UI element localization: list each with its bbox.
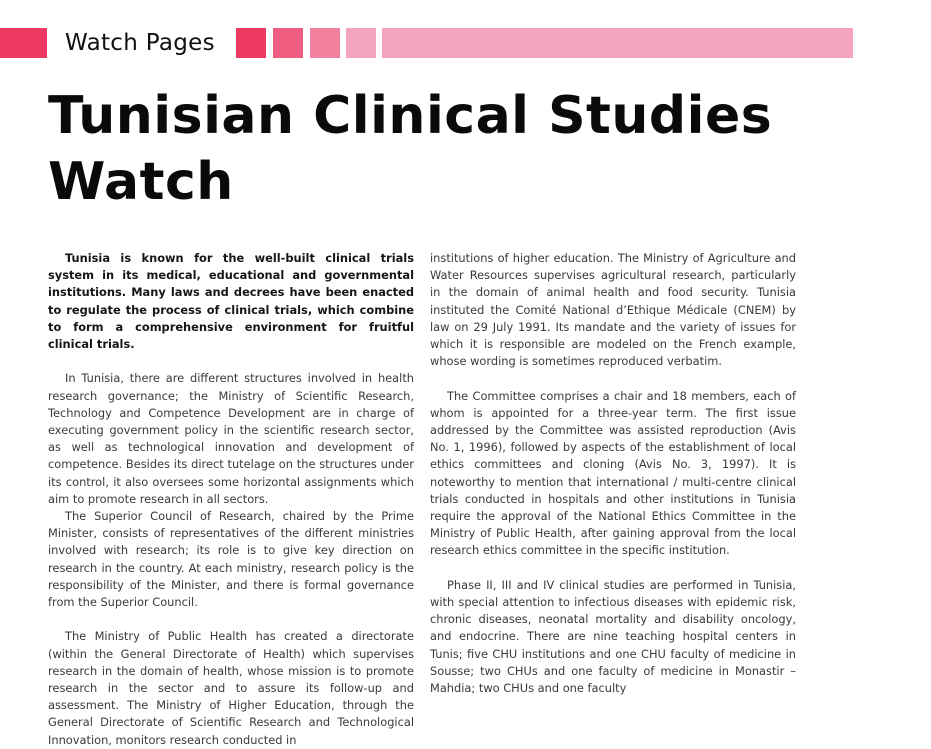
section-header-band (0, 28, 931, 58)
header-square-1 (236, 28, 266, 58)
left-column (48, 250, 414, 749)
header-square-4 (346, 28, 376, 58)
body-paragraph: institutions of higher education. The Ministry of Agriculture and Water Resources supervises agricultural research, particularly in the domain of animal health and food security. Tunisia instituted the Comité National d’Ethique Médicale (CNEM) by law on 29 July 1991. Its mandate and the variety of issues for which it is responsible are modeled on the French example, whose wording is sometimes reproduced verbatim. (430, 251, 796, 369)
body-paragraph: The Superior Council of Research, chaired by the Prime Minister, consists of representatives of the different ministries involved with research; its role is to give key direction on research in the country. At each ministry, research policy is the responsibility of the Minister, and there is formal governance from the Superior Council. (48, 509, 414, 610)
header-square-2 (273, 28, 303, 58)
body-paragraph: The Committee comprises a chair and 18 members, each of whom is appointed for a three-year term. The first issue addressed by the Committee was assisted reproduction (Avis No. 1, 1996), followed by aspects of the establishment of local ethics committees and cloning (Avis No. 3, 1997). It is noteworthy to mention that international / multi-centre clinical trials conducted in hospitals and other institutions in Tunisia require the approval of the National Ethics Committee in the Ministry of Public Health, after gaining approval from the local research ethics committee in the specific institution. (430, 388, 796, 558)
header-bar (382, 28, 853, 58)
header-square-3 (310, 28, 340, 58)
right-column (430, 250, 796, 697)
page-title (48, 83, 848, 215)
intro-paragraph: Tunisia is known for the well-built clinical trials system in its medical, educational and governmental institutions. Many laws and decrees have been enacted to regulate the process of clinical trials, which combine to form a comprehensive environment for fruitful clinical trials. (48, 251, 414, 352)
header-accent-block (0, 28, 47, 58)
section-label: Watch Pages (65, 30, 215, 56)
body-paragraph: Phase II, III and IV clinical studies are performed in Tunisia, with special attention to infectious diseases with epidemic risk, chronic diseases, neonatal mortality and disability oncology, and endocrine. There are nine teaching hospital centers in Tunis; five CHU institutions and one CHU faculty of medicine in Sousse; two CHUs and one faculty of medicine in Monastir – Mahdia; two CHUs and one faculty (430, 577, 796, 696)
page-title-line-2: Watch (48, 152, 234, 212)
body-paragraph: In Tunisia, there are different structures involved in health research governance; the Ministry of Scientific Research, Technology and Competence Development are in charge of executing government policy in the scientific research sector, as well as technological innovation and development of competence. Besides its direct tutelage on the structures under its control, it also oversees some horizontal assignments which aim to promote research in all sectors. (48, 371, 414, 506)
body-paragraph: The Ministry of Public Health has created a directorate (within the General Directorate of Health) which supervises research in the domain of health, whose mission is to promote research in the sector and to assure its follow-up and assessment. The Ministry of Higher Education, through the General Directorate of Scientific Research and Technological Innovation, monitors research conducted in (48, 629, 414, 747)
page-title-line-1: Tunisian Clinical Studies (48, 86, 773, 146)
